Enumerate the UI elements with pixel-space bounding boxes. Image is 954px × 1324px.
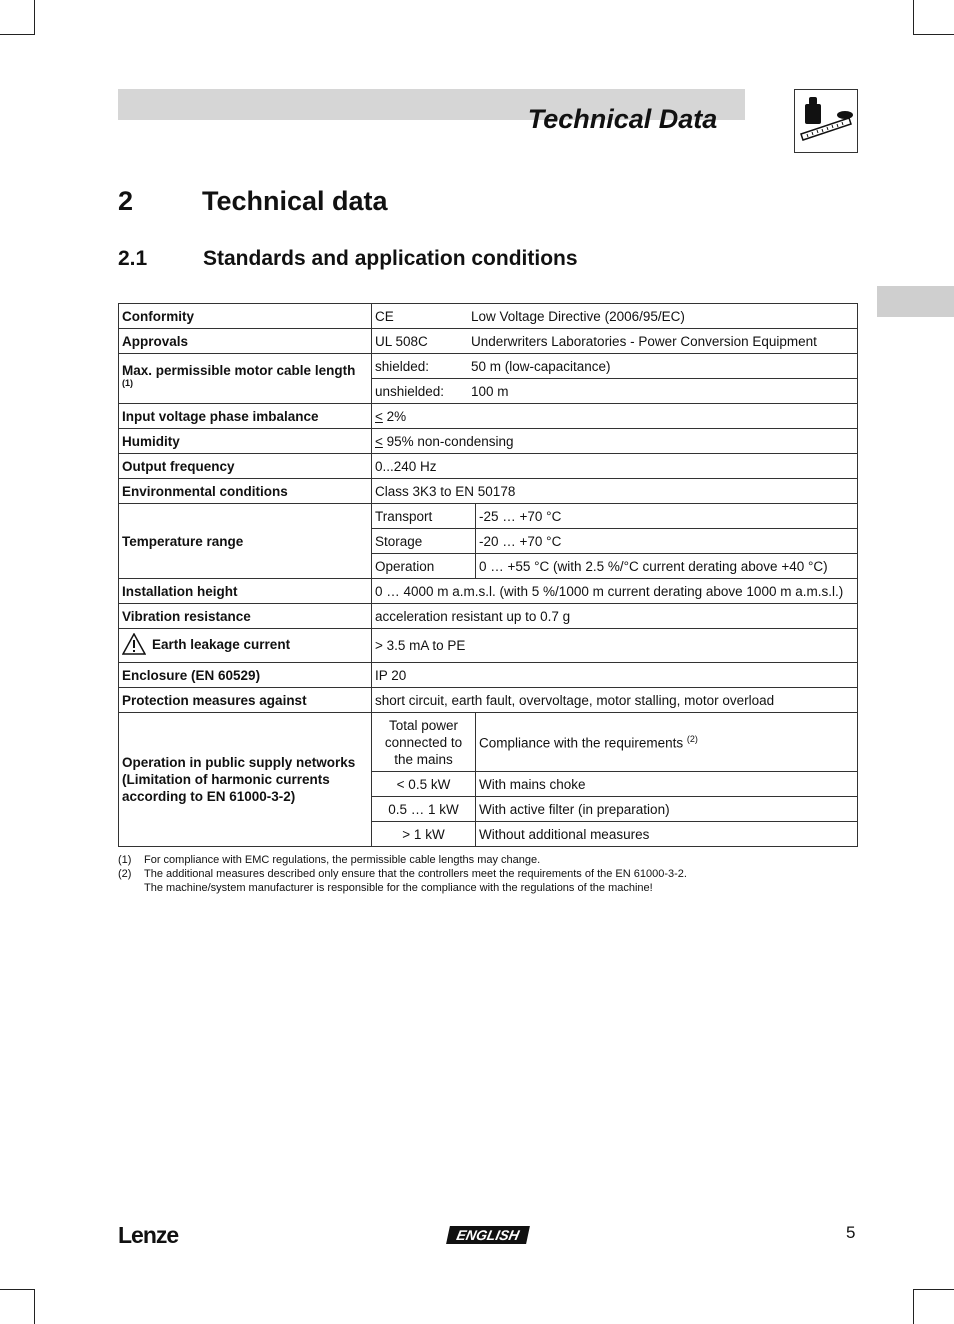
language-badge: ENGLISH <box>446 1226 530 1244</box>
side-tab <box>877 286 954 317</box>
row-label: Protection measures against <box>119 688 372 713</box>
row-label: Installation height <box>119 579 372 604</box>
footnotes <box>118 853 858 895</box>
table-row <box>119 579 858 604</box>
row-label: Max. permissible motor cable length $^{(1)}$ <box>119 354 372 404</box>
row-value: UL 508C Underwriters Laboratories - Power Conversion Equipment <box>372 329 858 354</box>
table-row <box>119 454 858 479</box>
row-value: acceleration resistant up to 0.7 g <box>372 604 858 629</box>
lenze-logo: Lenze <box>118 1222 179 1248</box>
footnote: The machine/system manufacturer is responsible for the compliance with the regulations of the machine! <box>144 882 653 894</box>
row-value: < 2% <box>372 404 858 429</box>
row-value: Without additional measures <box>476 822 858 847</box>
row-value: shielded: 50 m (low-capacitance) <box>372 354 858 379</box>
footnote: (2) The additional measures described only ensure that the controllers meet the requirements of the EN 61000-3-2. <box>118 868 687 880</box>
table-row <box>119 354 858 379</box>
table-row <box>119 713 858 772</box>
row-key: 0.5 … 1 kW <box>372 797 476 822</box>
warning-icon <box>122 633 146 658</box>
row-value: CE Low Voltage Directive (2006/95/EC) <box>372 304 858 329</box>
crop-mark <box>0 1289 35 1290</box>
subsection-number: 2.1 <box>118 247 148 270</box>
row-label: Temperature range <box>119 504 372 579</box>
row-value: 0...240 Hz <box>372 454 858 479</box>
crop-mark <box>34 0 35 35</box>
section-number: 2 <box>118 186 134 216</box>
section-heading <box>118 186 388 217</box>
crop-mark <box>34 1289 35 1324</box>
section-title: Technical data <box>202 186 388 216</box>
row-value: short circuit, earth fault, overvoltage, motor stalling, motor overload <box>372 688 858 713</box>
row-label: Vibration resistance <box>119 604 372 629</box>
row-key: Storage <box>372 529 476 554</box>
row-value: -20 … +70 °C <box>476 529 858 554</box>
header-title: Technical Data <box>527 104 718 134</box>
row-value: With mains choke <box>476 772 858 797</box>
row-label: Humidity <box>119 429 372 454</box>
table-row <box>119 304 858 329</box>
row-label: Environmental conditions <box>119 479 372 504</box>
row-value: 0 … 4000 m a.m.s.l. (with 5 %/1000 m current derating above 1000 m a.m.s.l.) <box>372 579 858 604</box>
row-label: Conformity <box>119 304 372 329</box>
table-row <box>119 688 858 713</box>
row-label: Output frequency <box>119 454 372 479</box>
crop-mark <box>913 1289 914 1324</box>
row-key: Operation <box>372 554 476 579</box>
row-value: 0 … +55 °C (with 2.5 %/°C current derating above +40 °C) <box>476 554 858 579</box>
weight-measure-icon <box>794 89 858 153</box>
crop-mark <box>0 34 35 35</box>
row-value: Compliance with the requirements $^{(2)}$ <box>476 713 858 772</box>
row-value: IP 20 <box>372 663 858 688</box>
table-row <box>119 604 858 629</box>
subsection-heading <box>118 247 578 271</box>
row-value: Class 3K3 to EN 50178 <box>372 479 858 504</box>
row-label: Earth leakage current <box>119 629 372 663</box>
table-row <box>119 663 858 688</box>
row-key: Total power connected to the mains <box>372 713 476 772</box>
crop-mark <box>913 0 914 35</box>
table-row <box>119 479 858 504</box>
row-value: With active filter (in preparation) <box>476 797 858 822</box>
table-row <box>119 329 858 354</box>
row-key: < 0.5 kW <box>372 772 476 797</box>
row-value: < 95% non-condensing <box>372 429 858 454</box>
row-key: Transport <box>372 504 476 529</box>
table-row <box>119 404 858 429</box>
table-row <box>119 504 858 529</box>
crop-mark <box>913 1289 954 1290</box>
row-value: unshielded: 100 m <box>372 379 858 404</box>
page-number: 5 <box>846 1223 856 1242</box>
row-key: > 1 kW <box>372 822 476 847</box>
row-value: -25 … +70 °C <box>476 504 858 529</box>
table-row <box>119 429 858 454</box>
spec-table <box>118 303 858 847</box>
footnote: (1) For compliance with EMC regulations, the permissible cable lengths may change. <box>118 854 541 866</box>
subsection-title: Standards and application conditions <box>203 247 578 270</box>
row-label: Approvals <box>119 329 372 354</box>
row-value: > 3.5 mA to PE <box>372 629 858 663</box>
row-label: Input voltage phase imbalance <box>119 404 372 429</box>
row-label: Operation in public supply networks (Limitation of harmonic currents according to EN 61000-3-2) <box>119 713 372 847</box>
crop-mark <box>913 34 954 35</box>
table-row <box>119 629 858 663</box>
row-label: Enclosure (EN 60529) <box>119 663 372 688</box>
